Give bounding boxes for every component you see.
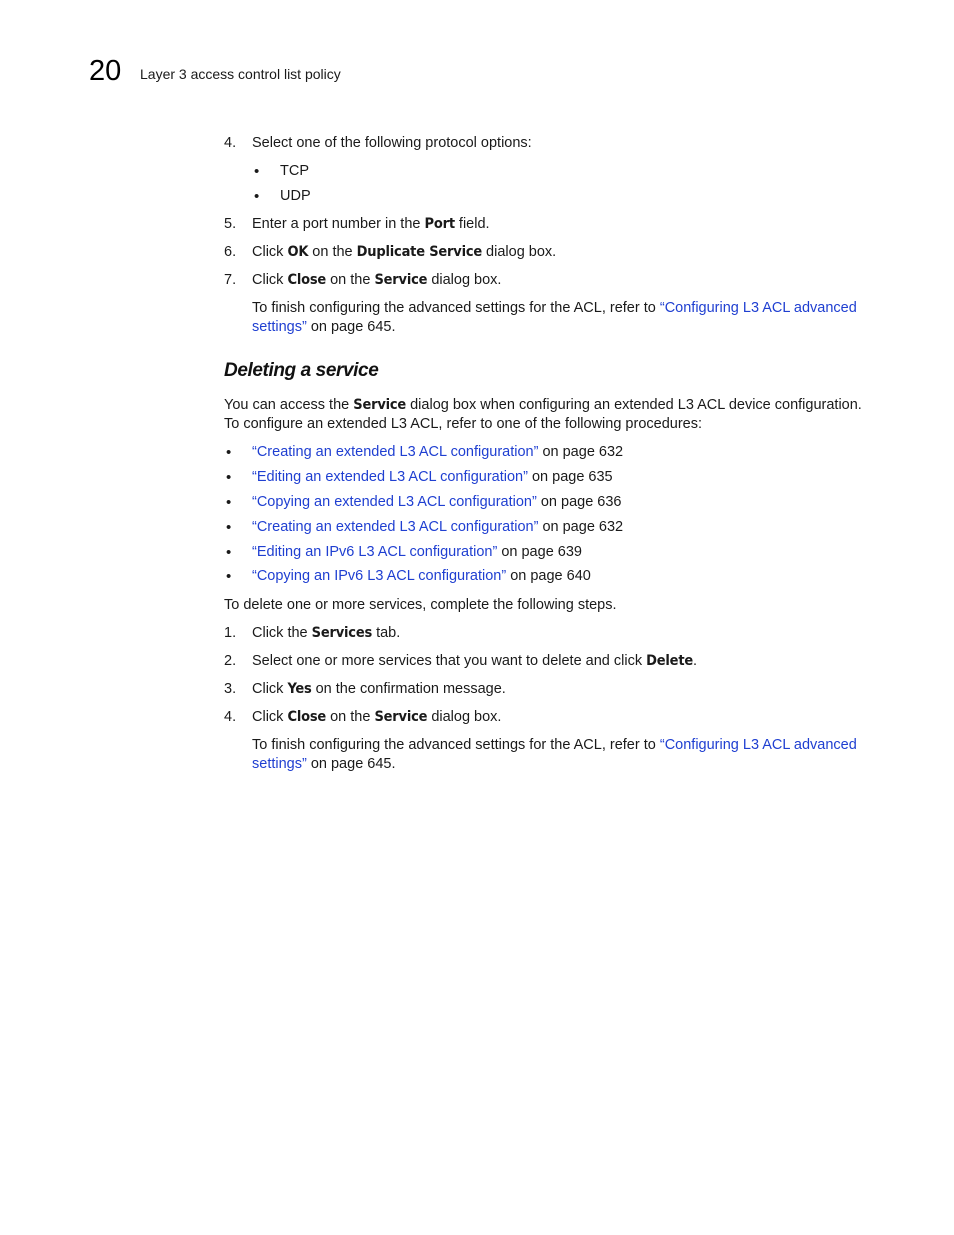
page-reference: on page 632 — [538, 444, 624, 460]
ui-term: Duplicate Service — [356, 244, 483, 260]
bullet-icon: • — [226, 544, 232, 561]
reference-item — [252, 468, 613, 487]
step-text-part: field. — [454, 216, 490, 232]
note-text-part: on page 645. — [306, 756, 396, 772]
step-text — [252, 271, 501, 290]
step-text-part: dialog box. — [427, 709, 502, 725]
step-text-part: Select one or more services that you want to delete and click — [252, 653, 647, 669]
bullet-icon: • — [254, 188, 260, 205]
cross-reference-link[interactable]: “Copying an extended L3 ACL configuration” — [252, 494, 537, 510]
cross-reference-link[interactable]: “Creating an extended L3 ACL configuration” — [252, 444, 539, 460]
step-text — [252, 243, 556, 262]
step-number: 6. — [224, 244, 237, 260]
chapter-number: 20 — [89, 55, 122, 87]
ui-term: Close — [287, 272, 327, 288]
page-reference: on page 639 — [497, 544, 582, 560]
step-text-part: Click — [252, 244, 288, 260]
procedure-intro: To delete one or more services, complete the following steps. — [224, 597, 617, 613]
cross-reference-link[interactable]: settings” — [252, 319, 307, 335]
step-text — [252, 652, 697, 671]
bullet-icon: • — [226, 469, 232, 486]
step-text — [252, 708, 501, 727]
bullet-icon: • — [226, 494, 232, 511]
protocol-option: UDP — [280, 188, 311, 204]
step-text-part: Click — [252, 272, 288, 288]
note-text-part: To finish configuring the advanced settings for the ACL, refer to — [252, 737, 660, 753]
note-text — [252, 318, 396, 337]
protocol-option: TCP — [280, 163, 309, 179]
intro-text: To configure an extended L3 ACL, refer to one of the following procedures: — [224, 416, 703, 432]
bullet-icon: • — [226, 568, 232, 585]
cross-reference-link[interactable]: settings” — [252, 756, 307, 772]
step-text-part: Click — [252, 709, 288, 725]
reference-item — [252, 443, 623, 462]
chapter-title: Layer 3 access control list policy — [140, 66, 341, 82]
ui-term: Service — [374, 272, 428, 288]
cross-reference-link[interactable]: “Configuring L3 ACL advanced — [659, 737, 857, 753]
page-reference: on page 632 — [538, 519, 624, 535]
step-text-part: dialog box. — [482, 244, 557, 260]
ui-term: Service — [353, 397, 407, 413]
note-text-part: on page 645. — [306, 319, 396, 335]
page-reference: on page 635 — [527, 469, 613, 485]
intro-text-part: You can access the — [224, 397, 354, 413]
step-text-part: dialog box. — [427, 272, 502, 288]
step-text-part: Enter a port number in the — [252, 216, 425, 232]
page-reference: on page 636 — [536, 494, 622, 510]
bullet-icon: • — [226, 519, 232, 536]
cross-reference-link[interactable]: “Editing an IPv6 L3 ACL configuration” — [252, 544, 498, 560]
bullet-icon: • — [226, 444, 232, 461]
ui-term: Close — [287, 709, 327, 725]
step-text-part: tab. — [372, 625, 401, 641]
step-text-part: on the — [326, 272, 375, 288]
ui-term: Delete — [646, 653, 694, 669]
reference-item — [252, 518, 623, 537]
step-text — [252, 215, 490, 234]
step-text-part: on the — [308, 244, 357, 260]
page-reference: on page 640 — [506, 568, 591, 584]
intro-text-part: dialog box when configuring an extended L3 ACL device configuration. — [406, 397, 862, 413]
reference-item — [252, 567, 591, 586]
bullet-icon: • — [254, 163, 260, 180]
step-number: 1. — [224, 625, 237, 641]
step-number: 7. — [224, 272, 237, 288]
cross-reference-link[interactable]: “Creating an extended L3 ACL configuration” — [252, 519, 539, 535]
note-text — [252, 736, 857, 755]
step-text-part: Click the — [252, 625, 312, 641]
step-number: 4. — [224, 709, 237, 725]
ui-term: Yes — [287, 681, 312, 697]
ui-term: Port — [424, 216, 455, 232]
step-text — [252, 624, 400, 643]
reference-item — [252, 543, 582, 562]
step-text-part: on the confirmation message. — [311, 681, 506, 697]
note-text — [252, 299, 857, 318]
step-text-part: on the — [326, 709, 375, 725]
ui-term: OK — [287, 244, 309, 260]
note-text — [252, 755, 396, 774]
step-text — [252, 680, 506, 699]
note-text-part: To finish configuring the advanced settings for the ACL, refer to — [252, 300, 660, 316]
cross-reference-link[interactable]: “Copying an IPv6 L3 ACL configuration” — [252, 568, 507, 584]
cross-reference-link[interactable]: “Configuring L3 ACL advanced — [659, 300, 857, 316]
step-text-part: . — [693, 653, 698, 669]
step-number: 4. — [224, 135, 237, 151]
step-number: 2. — [224, 653, 237, 669]
step-number: 5. — [224, 216, 237, 232]
cross-reference-link[interactable]: “Editing an extended L3 ACL configuration” — [252, 469, 528, 485]
reference-item — [252, 493, 622, 512]
step-text-part: Click — [252, 681, 288, 697]
intro-text — [224, 396, 862, 415]
step-number: 3. — [224, 681, 237, 697]
step-text: Select one of the following protocol options: — [252, 135, 532, 151]
section-heading: Deleting a service — [224, 360, 379, 381]
ui-term: Service — [374, 709, 428, 725]
ui-term: Services — [311, 625, 373, 641]
